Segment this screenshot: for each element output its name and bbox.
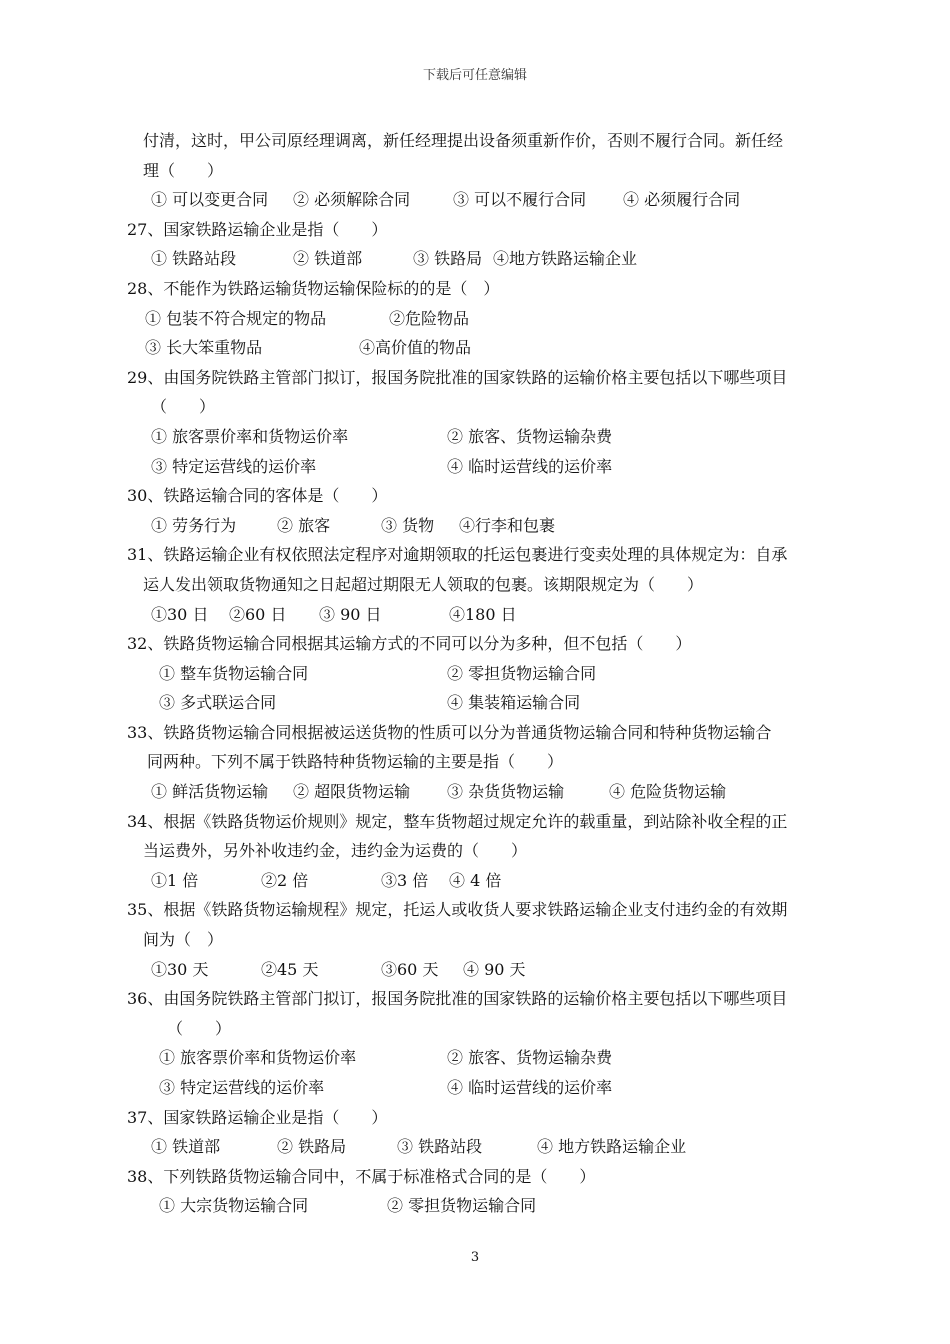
answer-option: ① 可以变更合同 (151, 190, 269, 210)
page-header: 下载后可任意编辑 (422, 68, 527, 83)
options-line (127, 1043, 827, 1073)
page-number: 3 (470, 1250, 480, 1265)
question-line: 31、铁路运输企业有权依照法定程序对逾期领取的托运包裹进行变卖处理的具体规定为：自承 (127, 545, 788, 565)
answer-option: ③3 倍 (381, 870, 429, 890)
question-continuation: 理（ ） (143, 160, 224, 180)
options-line (127, 955, 827, 985)
options-line (127, 1132, 827, 1162)
answer-option: ③ 特定运营线的运价率 (159, 1078, 325, 1097)
question-continuation: 运人发出领取货物通知之日起超过期限无人领取的包裹。该期限规定为（ ） (143, 574, 704, 594)
question-line: 30、铁路运输合同的客体是（ ） (127, 486, 388, 506)
options-line (127, 600, 827, 630)
answer-option: ② 零担货物运输合同 (387, 1196, 537, 1216)
answer-option: ④ 集装箱运输合同 (447, 693, 581, 713)
answer-option: ④ 临时运营线的运价率 (447, 456, 613, 476)
answer-option: ① 旅客票价率和货物运价率 (159, 1048, 357, 1068)
question-continuation: 当运费外，另外补收违约金，违约金为运费的（ ） (143, 841, 528, 861)
answer-option: ① 旅客票价率和货物运价率 (151, 426, 349, 446)
answer-option: ①30 日 (151, 604, 209, 624)
answer-option: ②60 日 (229, 604, 287, 624)
options-line (127, 1191, 827, 1221)
options-line (127, 1073, 827, 1103)
answer-option: ③60 天 (381, 959, 439, 979)
options-line (127, 244, 827, 274)
answer-option: ④ 临时运营线的运价率 (447, 1078, 613, 1097)
question-line: 38、下列铁路货物运输合同中，不属于标准格式合同的是（ ） (127, 1166, 596, 1186)
question-line: 35、根据《铁路货物运输规程》规定，托运人或收货人要求铁路运输企业支付违约金的有效期 (127, 900, 788, 920)
answer-option: ④ 必须履行合同 (623, 190, 741, 210)
answer-option: ④高价值的物品 (359, 338, 472, 358)
answer-option: ②45 天 (261, 959, 319, 979)
options-line (127, 777, 827, 807)
answer-option: ④ 4 倍 (449, 870, 502, 890)
answer-option: ①1 倍 (151, 870, 199, 890)
answer-option: ④ 90 天 (463, 959, 526, 979)
answer-option: ② 旅客、货物运输杂费 (447, 426, 613, 446)
answer-option: ① 大宗货物运输合同 (159, 1196, 309, 1216)
options-line (127, 333, 827, 363)
question-line: 29、由国务院铁路主管部门拟订，报国务院批准的国家铁路的运输价格主要包括以下哪些项目 (127, 367, 788, 387)
question-line: 37、国家铁路运输企业是指（ ） (127, 1107, 388, 1127)
answer-option: ② 超限货物运输 (293, 782, 411, 802)
answer-option: ①30 天 (151, 959, 209, 979)
answer-option: ② 必须解除合同 (293, 190, 411, 210)
options-line (127, 422, 827, 452)
answer-option: ④ 地方铁路运输企业 (537, 1137, 687, 1157)
answer-option: ③ 货物 (381, 515, 435, 535)
question-line: 34、根据《铁路货物运价规则》规定，整车货物超过规定允许的载重量，到站除补收全程的正 (127, 811, 788, 831)
answer-option: ② 零担货物运输合同 (447, 663, 597, 683)
question-continuation: 付清，这时，甲公司原经理调离，新任经理提出设备须重新作价，否则不履行合同。新任经 (143, 131, 784, 150)
answer-option: ②2 倍 (261, 870, 309, 890)
answer-option: ③ 长大笨重物品 (145, 338, 263, 358)
answer-option: ④180 日 (449, 604, 517, 624)
options-line (127, 659, 827, 689)
question-continuation: （ ） (151, 397, 216, 417)
answer-option: ③ 杂货货物运输 (447, 782, 565, 802)
answer-option: ① 包装不符合规定的物品 (145, 308, 327, 328)
answer-option: ② 铁道部 (293, 249, 363, 269)
document-body (127, 126, 827, 1221)
answer-option: ① 整车货物运输合同 (159, 663, 309, 683)
answer-option: ③ 铁路站段 (397, 1137, 483, 1157)
answer-option: ③ 多式联运合同 (159, 693, 277, 713)
options-line (127, 185, 827, 215)
question-continuation: 间为（ ） (143, 930, 224, 950)
answer-option: ②危险物品 (389, 308, 470, 328)
question-continuation: （ ） (167, 1018, 232, 1038)
options-line (127, 304, 827, 334)
answer-option: ③ 特定运营线的运价率 (151, 456, 317, 476)
question-line: 28、不能作为铁路运输货物运输保险标的的是（ ） (127, 278, 500, 298)
answer-option: ① 铁道部 (151, 1137, 221, 1157)
question-line: 36、由国务院铁路主管部门拟订，报国务院批准的国家铁路的运输价格主要包括以下哪些项目 (127, 989, 788, 1009)
options-line (127, 866, 827, 896)
options-line (127, 452, 827, 482)
answer-option: ① 鲜活货物运输 (151, 782, 269, 802)
answer-option: ④行李和包裹 (459, 515, 556, 535)
answer-option: ③ 可以不履行合同 (453, 190, 587, 210)
options-line (127, 688, 827, 718)
answer-option: ① 铁路站段 (151, 249, 237, 269)
answer-option: ② 旅客 (277, 515, 331, 535)
question-line: 32、铁路货物运输合同根据其运输方式的不同可以分为多种，但不包括（ ） (127, 634, 692, 654)
answer-option: ③ 90 日 (319, 604, 382, 624)
question-line: 33、铁路货物运输合同根据被运送货物的性质可以分为普通货物运输合同和特种货物运输合 (127, 722, 772, 742)
answer-option: ② 旅客、货物运输杂费 (447, 1048, 613, 1068)
answer-option: ① 劳务行为 (151, 515, 237, 535)
question-line: 27、国家铁路运输企业是指（ ） (127, 219, 388, 239)
answer-option: ② 铁路局 (277, 1137, 347, 1157)
question-continuation: 同两种。下列不属于铁路特种货物运输的主要是指（ ） (147, 752, 564, 772)
answer-option: ③ 铁路局 (413, 249, 483, 269)
answer-option: ④ 危险货物运输 (609, 782, 727, 802)
answer-option: ④地方铁路运输企业 (493, 249, 638, 269)
options-line (127, 511, 827, 541)
